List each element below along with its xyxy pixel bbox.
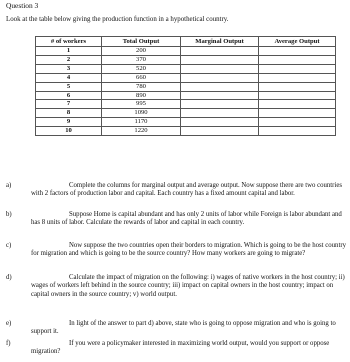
cell-total-output: 890 — [102, 91, 181, 100]
cell-average-output — [259, 100, 336, 109]
cell-workers: 8 — [36, 109, 102, 118]
table-row — [36, 73, 336, 82]
table-row — [36, 47, 336, 56]
cell-marginal-output — [181, 82, 259, 91]
cell-average-output — [259, 64, 336, 73]
table-header-row — [36, 37, 336, 47]
cell-average-output — [259, 118, 336, 127]
part-label: c) — [6, 242, 12, 249]
question-part-b — [6, 211, 346, 228]
table-row — [36, 118, 336, 127]
question-part-a — [6, 182, 346, 199]
part-text: Calculate the impact of migration on the following: i) wages of native workers in the host country; ii) wages of workers left behind in the source country; iii) impact on capital owners in the host country; impact on capital owners in the source country; v) world output. — [31, 274, 345, 298]
table-row — [36, 127, 336, 136]
part-label: f) — [6, 340, 11, 347]
question-part-e — [6, 320, 346, 337]
part-label: a) — [6, 182, 12, 189]
cell-marginal-output — [181, 91, 259, 100]
cell-total-output: 520 — [102, 64, 181, 73]
cell-marginal-output — [181, 64, 259, 73]
cell-workers: 4 — [36, 73, 102, 82]
cell-average-output — [259, 55, 336, 64]
part-text: Complete the columns for marginal output and average output. Now suppose there are two countries with 2 factors of production labor and capital. Each country has a fixed amount capital and labor. — [31, 182, 343, 198]
cell-workers: 2 — [36, 55, 102, 64]
part-label: d) — [6, 274, 12, 281]
question-intro: Look at the table below giving the production function in a hypothetical country. — [6, 16, 229, 23]
header-marginal-output: Marginal Output — [181, 37, 259, 47]
part-text: In light of the answer to part d) above, state who is going to oppose migration and who is going to support it. — [31, 320, 336, 336]
part-text: Now suppose the two countries open their borders to migration. Which is going to be the host country for migration and which is going to be the source country? How many workers are going to migrate? — [31, 242, 346, 258]
cell-marginal-output — [181, 73, 259, 82]
header-average-output: Average Output — [259, 37, 336, 47]
cell-marginal-output — [181, 100, 259, 109]
cell-total-output: 780 — [102, 82, 181, 91]
cell-workers: 7 — [36, 100, 102, 109]
table-row — [36, 82, 336, 91]
table-row — [36, 100, 336, 109]
production-table — [35, 36, 336, 136]
part-label: e) — [6, 320, 12, 327]
cell-average-output — [259, 91, 336, 100]
cell-workers: 3 — [36, 64, 102, 73]
header-workers: # of workers — [36, 37, 102, 47]
table-row — [36, 109, 336, 118]
cell-marginal-output — [181, 109, 259, 118]
cell-total-output: 370 — [102, 55, 181, 64]
table-row — [36, 64, 336, 73]
question-part-f — [6, 340, 346, 357]
cell-total-output: 660 — [102, 73, 181, 82]
cell-workers: 1 — [36, 47, 102, 56]
table-row — [36, 55, 336, 64]
cell-average-output — [259, 47, 336, 56]
cell-workers: 9 — [36, 118, 102, 127]
cell-total-output: 1090 — [102, 109, 181, 118]
cell-average-output — [259, 127, 336, 136]
cell-average-output — [259, 73, 336, 82]
part-text: Suppose Home is capital abundant and has only 2 units of labor while Foreign is labor abundant and has 8 units of labor. Calculate the rewards of labor and capital in each country. — [31, 211, 342, 227]
cell-marginal-output — [181, 55, 259, 64]
part-text: If you were a policymaker interested in maximizing world output, would you support or oppose migration? — [31, 340, 330, 356]
cell-workers: 10 — [36, 127, 102, 136]
cell-total-output: 1170 — [102, 118, 181, 127]
part-label: b) — [6, 211, 12, 218]
cell-workers: 5 — [36, 82, 102, 91]
cell-workers: 6 — [36, 91, 102, 100]
header-total-output: Total Output — [102, 37, 181, 47]
cell-total-output: 1220 — [102, 127, 181, 136]
cell-marginal-output — [181, 118, 259, 127]
question-part-d — [6, 274, 346, 299]
cell-average-output — [259, 82, 336, 91]
cell-total-output: 200 — [102, 47, 181, 56]
question-part-c — [6, 242, 346, 259]
cell-marginal-output — [181, 127, 259, 136]
cell-average-output — [259, 109, 336, 118]
table-row — [36, 91, 336, 100]
cell-marginal-output — [181, 47, 259, 56]
cell-total-output: 995 — [102, 100, 181, 109]
question-title: Question 3 — [6, 1, 39, 10]
